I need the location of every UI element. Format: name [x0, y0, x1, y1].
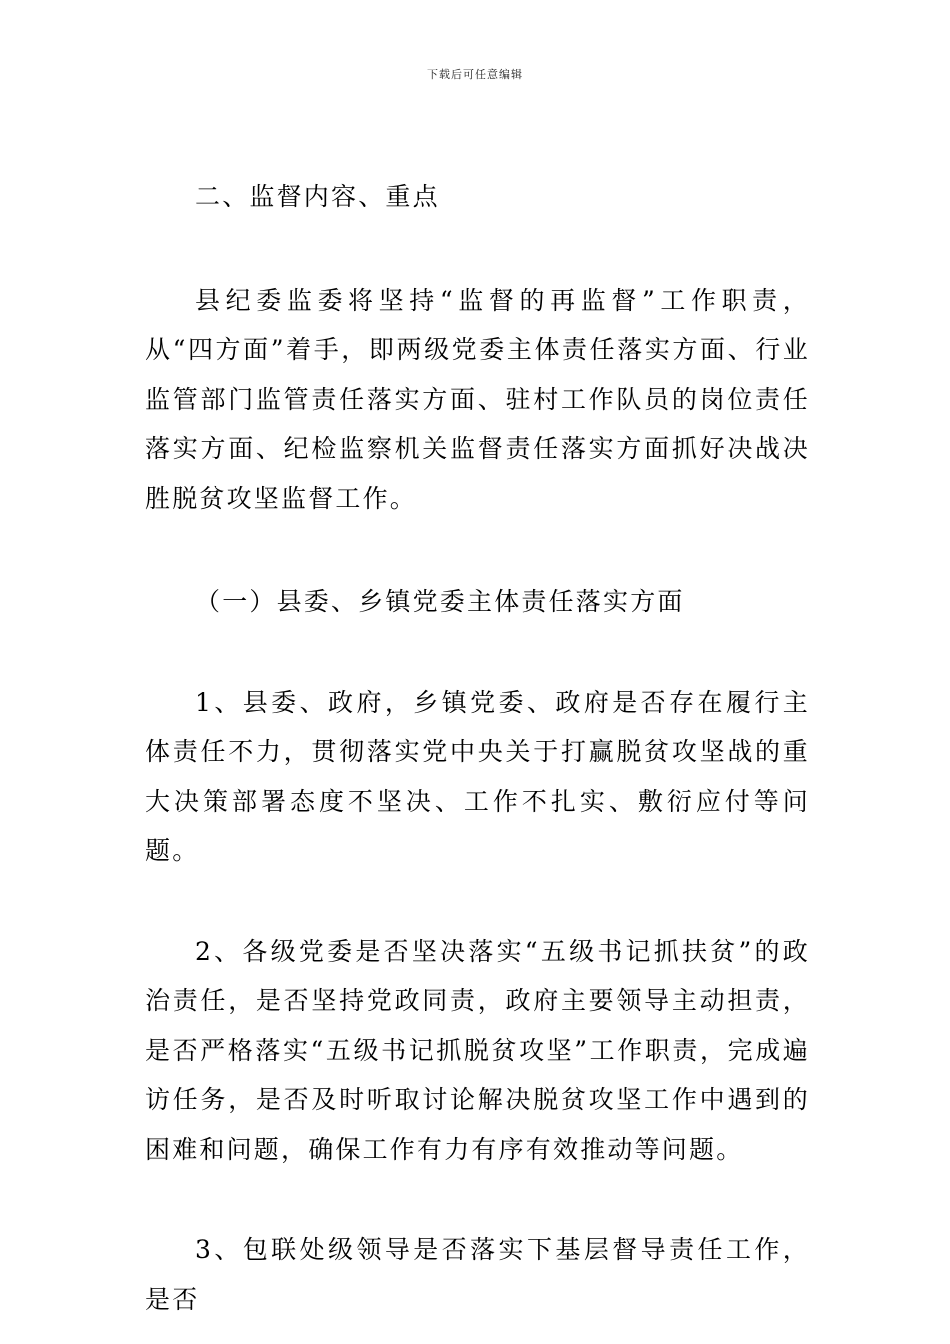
page-header-note: 下载后可任意编辑 — [427, 68, 523, 81]
intro-paragraph: 县纪委监委将坚持“监督的再监督”工作职责，从“四方面”着手，即两级党委主体责任落实方面、行业监管部门监管责任落实方面、驻村工作队员的岗位责任落实方面、纪检监察机关监督责任落实方面抓好决战决胜脱贫攻坚监督工作。 — [145, 285, 810, 513]
sub-heading: （一）县委、乡镇党委主体责任落实方面 — [195, 587, 685, 616]
item-paragraph-1: 1、县委、政府，乡镇党委、政府是否存在履行主体责任不力，贯彻落实党中央关于打赢脱贫攻坚战的重大决策部署态度不坚决、工作不扎实、敷衍应付等问题。 — [145, 687, 810, 865]
item-paragraph-3: 3、包联处级领导是否落实下基层督导责任工作，是否 — [145, 1235, 810, 1314]
item-paragraph-2: 2、各级党委是否坚决落实“五级书记抓扶贫”的政治责任，是否坚持党政同责，政府主要领导主动担责，是否严格落实“五级书记抓脱贫攻坚”工作职责，完成遍访任务，是否及时听取讨论解决脱贫攻坚工作中遇到的困难和问题，确保工作有力有序有效推动等问题。 — [145, 936, 810, 1164]
document-body — [145, 172, 810, 1324]
section-heading: 二、监督内容、重点 — [195, 182, 440, 211]
